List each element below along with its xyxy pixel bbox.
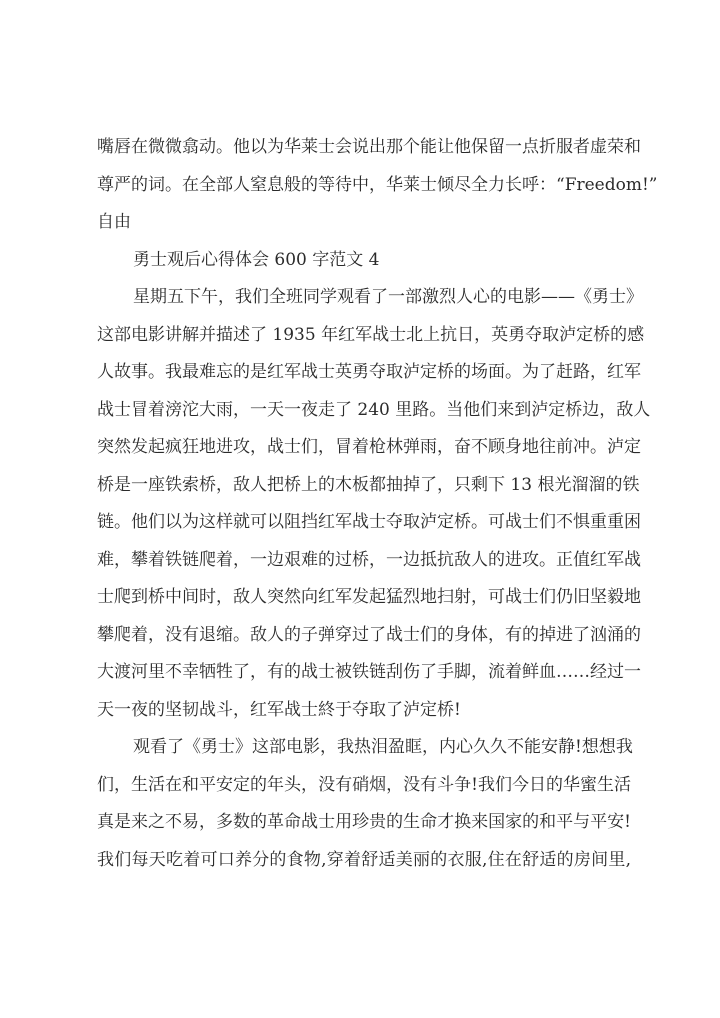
text-line: 战士冒着滂沱大雨，一天一夜走了 240 里路。当他们来到泸定桥边，敌人 [97, 399, 651, 420]
text-line: 勇士观后心得体会 600 字范文 4 [133, 249, 380, 270]
text-line: 天一夜的坚韧战斗，红军战士終于夺取了泸定桥! [97, 699, 461, 720]
text-line: 士爬到桥中间时，敌人突然向红军发起猛烈地扫射，可战士们仍旧坚毅地 [97, 587, 641, 607]
text-line: 人故事。我最难忘的是红军战士英勇夺取泸定桥的场面。为了赶路，红军 [97, 362, 641, 382]
text-line: 星期五下午，我们全班同学观看了一部激烈人心的电影——《勇士》 [133, 287, 643, 307]
text-line: 难，攀着铁链爬着，一边艰难的过桥，一边抵抗敌人的进攻。正值红军战 [97, 549, 641, 570]
text-line: 嘴唇在微微翕动。他以为华莱士会说出那个能让他保留一点折服者虚荣和 [97, 137, 641, 157]
text-line: 攀爬着，没有退缩。敌人的子弹穿过了战士们的身体，有的掉进了汹涌的 [97, 624, 641, 645]
text-line: 我们每天吃着可口养分的食物,穿着舒适美丽的衣服,住在舒适的房间里, [97, 849, 631, 870]
text-line: 大渡河里不幸牺牲了，有的战士被铁链刮伤了手脚，流着鲜血……经过一 [97, 662, 641, 682]
text-line: 尊严的词。在全部人窒息般的等待中，华莱士倾尽全力长呼：“Freedom!” [97, 174, 658, 195]
text-line: 自由 [97, 212, 131, 232]
text-line: 这部电影讲解并描述了 1935 年红军战士北上抗日，英勇夺取泸定桥的感 [97, 324, 645, 345]
text-line: 桥是一座铁索桥，敌人把桥上的木板都抽掉了，只剩下 13 根光溜溜的铁 [97, 474, 640, 495]
text-line: 真是来之不易，多数的革命战士用珍贵的生命才换来国家的和平与平安! [97, 812, 631, 832]
text-line: 链。他们以为这样就可以阻挡红军战士夺取泸定桥。可战士们不惧重重困 [97, 512, 641, 532]
text-line: 观看了《勇士》这部电影，我热泪盈眶，内心久久不能安静!想想我 [133, 737, 633, 757]
document-page [97, 129, 658, 879]
text-line: 突然发起疯狂地进攻，战士们，冒着枪林弹雨，奋不顾身地往前冲。泸定 [97, 437, 641, 457]
text-line: 们，生活在和平安定的年头，没有硝烟，没有斗争!我们今日的华蜜生活 [97, 774, 631, 795]
